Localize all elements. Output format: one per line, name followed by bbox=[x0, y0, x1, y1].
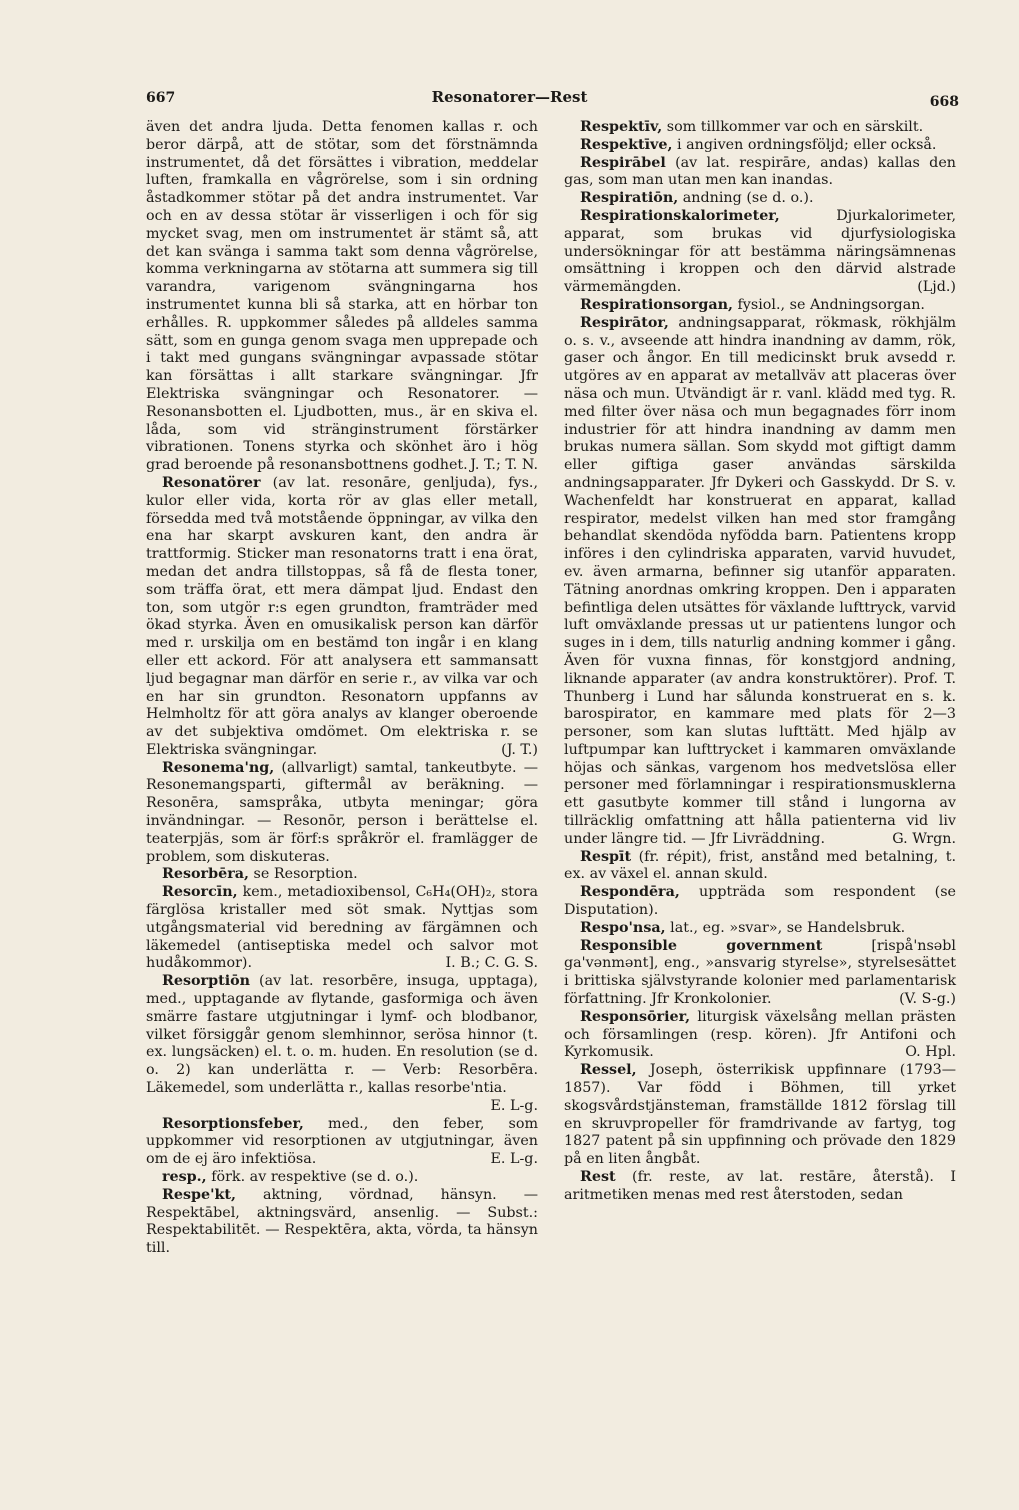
entry-paragraph bbox=[146, 1169, 538, 1187]
entry-paragraph bbox=[146, 866, 538, 884]
entry-text: (av lat. resonāre, genljuda), fys., kulor eller vida, korta rör av glas eller metall, försedda med två motstående öppningar, av vilka den ena har skarpt avskuren kant, den andra är trattformig. Sticker man resonatorns tratt i ena örat, medan det andra tillstoppas, så få de flesta toner, som träffa örat, ett mera dämpat ljud. Endast den ton, som utgör r:s egen grundton, framträder med ökad styrka. Även en omusikalisk person kan därför med r. urskilja om en bestämd ton ingår i en klang eller ett ackord. För att analysera ett sammansatt ljud begagnar man därför en serie r., av vilka var och en har sin grundton. Resonatorn uppfanns av Helmholtz för att göra analys av klanger oberoende av det subjektiva omdömet. Om elektriska r. se Elektriska svängningar. bbox=[146, 474, 538, 758]
entry-headword: Rest bbox=[580, 1169, 616, 1186]
entry-text: (allvarligt) samtal, tankeutbyte. — Resonemangsparti, giftermål av beräkning. — Resonēra, samspråka, utbyta meningar; göra invändningar. — Resonōr, person i berättelse el. teaterpjäs, som är förf:s språkrör el. framlägger de problem, som diskuteras. bbox=[146, 759, 538, 865]
entry-headword: Respirationsorgan, bbox=[580, 296, 733, 313]
entry-text: Djurkalorimeter, apparat, som brukas vid djurfysiologiska undersökningar för att bestämma näringsämnenas omsättning i kroppen och den därvid alstrade värmemängden. bbox=[564, 207, 956, 296]
entry-headword: Respīt bbox=[580, 848, 632, 865]
author-signature: (J. T.) bbox=[501, 741, 538, 758]
entry-paragraph bbox=[146, 1116, 538, 1169]
entry-headword: Ressel, bbox=[580, 1062, 637, 1079]
entry-paragraph bbox=[564, 938, 956, 1009]
entry-paragraph bbox=[564, 1062, 956, 1169]
entry-text: [rispå'nsəbl ga'vənmənt], eng., »ansvarig styrelse», styrelsesättet i brittiska självstyrande kolonier med parlamentarisk författning. Jfr Kronkolonier. bbox=[564, 937, 956, 1008]
right-page-number: 668 bbox=[929, 94, 959, 110]
entry-text: andningsapparat, rökmask, rökhjälm o. s. v., avseende att hindra inandning av damm, rök, gaser och ångor. En till medicinskt bruk avsedd r. utgöres av en apparat av metallväv att placeras över näsa och mun. Utvändigt är r. vanl. klädd med tyg. R. med filter över näsa och mun begagnades förr inom industrier för att hindra inandning av damm men brukas numera sällan. Som skydd mot giftigt damm eller giftiga gaser användas särskilda andningsapparater. Jfr Dykeri och Gasskydd. Dr S. v. Wachenfeldt har konstruerat en apparat, kallad respirator, medelst vilken han med stor framgång behandlat skendöda nyfödda barn. Patientens kropp införes i den cylindriska apparaten, varvid huvudet, ev. även armarna, befinner sig utanför apparaten. Tätning anordnas omkring kroppen. Den i apparaten befintliga delen utsättes för växlande lufttryck, varvid luft omväxlande pressas ut ur patientens lungor och suges in i dem, tills naturlig andning kommer i gång. Även för vuxna finnas, för konstgjord andning, liknande apparater (av andra konstruktörer). Prof. T. Thunberg i Lund har sålunda konstruerat en s. k. barospirator, en kammare med plats för 2—3 personer, som kan slutas lufttätt. Med hjälp av luftpumpar kan lufttrycket i kammaren omväxlande höjas och sänkas, vargenom hos medvetslösa eller personer med förlamningar i respirationsmusklerna ett gasutbyte kommer till stånd i lungorna av tillräcklig omfattning att hålla patienterna vid liv under längre tid. — Jfr Livräddning. bbox=[564, 314, 956, 847]
entry-text: (av lat. respirāre, andas) kallas den gas, som man utan men kan inandas. bbox=[564, 154, 956, 189]
entry-paragraph bbox=[564, 920, 956, 938]
entry-headword: Resonema'ng, bbox=[162, 759, 275, 776]
entry-text: (fr. répit), frist, anstånd med betalning, t. ex. av växel el. annan skuld. bbox=[564, 848, 957, 883]
author-signature: (Ljd.) bbox=[917, 279, 956, 296]
entry-paragraph bbox=[564, 315, 956, 849]
entry-headword: Resorptiōn bbox=[162, 973, 251, 990]
entry-paragraph bbox=[564, 119, 956, 137]
entry-text: även det andra ljuda. Detta fenomen kallas r. och beror därpå, att de stötar, som det förstnämnda instrumentet, då det försättes i vibration, meddelar luften, framkalla en vågrörelse, som i sin ordning åstadkommer stötar på det andra instrumentet. Var och en av dessa stötar är visserligen i och för sig mycket svag, men om instrumentet är stämt så, att det kan svänga i samma takt som denna vågrörelse, komma verkningarna av stötarna att summera sig till varandra, varigenom svängningarna hos instrumentet kunna bli så starka, att en hörbar ton erhålles. R. uppkommer således på alldeles samma sätt, som en gunga genom svaga men upprepade och i takt med gungans svängningar avpassade stötar kan försättas i allt starkare svängningar. Jfr Elektriska svängningar och Resonatorer. — Resonansbotten el. Ljudbotten, mus., är en skiva el. låda, som vid stränginstrument förstärker vibrationen. Tonens styrka och skönhet äro i hög grad beroende på resonansbottnens godhet. bbox=[146, 119, 538, 474]
entry-text: (av lat. resorbēre, insuga, upptaga), med., upptagande av flytande, gasformiga och även smärre fastare utgjutningar i lymf- och blodbanor, vilket försiggår genom slemhinnor, serösa hinnor (t. ex. lungsäcken) el. t. o. m. huden. En resolution (se d. o. 2) kan underlätta r. — Verb: Resorbēra. Läkemedel, som underlätta r., kallas resorbe'ntia. bbox=[146, 973, 538, 1097]
entry-text: kem., metadioxibensol, C₆H₄(OH)₂, stora färglösa kristaller med söt smak. Nyttjas som utgångsmaterial vid beredning av färgämnen och läkemedel (antiseptiska medel och salvor mot hudåkommor). bbox=[146, 884, 539, 972]
entry-paragraph bbox=[564, 1169, 956, 1205]
entry-paragraph bbox=[564, 1009, 956, 1062]
entry-headword: Responsōrier, bbox=[580, 1008, 691, 1025]
author-signature: (V. S-g.) bbox=[899, 991, 956, 1008]
entry-text: uppträda som respondent (se Disputation). bbox=[564, 884, 957, 919]
author-signature: E. L-g. bbox=[490, 1151, 538, 1168]
entry-paragraph bbox=[564, 137, 956, 155]
entry-headword: Respondēra, bbox=[580, 884, 680, 901]
entry-headword: Respektīve, bbox=[580, 136, 673, 153]
entry-paragraph bbox=[564, 884, 956, 920]
entry-paragraph bbox=[146, 760, 538, 867]
entry-text: Joseph, österrikisk uppfinnare (1793—1857). Var född i Böhmen, till yrket skogsvårdstjänsteman, framställde 1812 förslag till en skruvpropeller för framdrivande av fartyg, tog 1827 patent på sin uppfinning och prövade den 1829 på en liten ångbåt. bbox=[564, 1062, 957, 1168]
entry-paragraph bbox=[564, 849, 956, 885]
entry-headword: Resorcīn, bbox=[162, 884, 238, 901]
entry-headword: Respektīv, bbox=[580, 119, 663, 135]
entry-text: med., den feber, som uppkommer vid resorptionen av utgjutningar, även om de ej äro infektiösa. bbox=[146, 1115, 539, 1168]
entry-headword: Responsible government bbox=[580, 937, 823, 954]
right-column bbox=[564, 119, 956, 1205]
author-signature: O. Hpl. bbox=[905, 1044, 956, 1061]
entry-paragraph bbox=[564, 297, 956, 315]
entry-headword: Respe'kt, bbox=[162, 1186, 236, 1203]
author-signature: G. Wrgn. bbox=[892, 830, 956, 847]
entry-paragraph bbox=[564, 190, 956, 208]
entry-headword: Resorbēra, bbox=[162, 866, 249, 883]
entry-headword: Resonatörer bbox=[162, 474, 261, 491]
left-page-number: 667 bbox=[146, 90, 176, 106]
entry-paragraph bbox=[146, 884, 538, 973]
entry-paragraph bbox=[146, 119, 538, 475]
entry-text: lat., eg. »svar», se Handelsbruk. bbox=[670, 919, 906, 936]
entry-headword: Respirationskalorimeter, bbox=[580, 207, 780, 224]
entry-headword: Respiratiōn, bbox=[580, 190, 679, 207]
entry-text: se Resorption. bbox=[253, 866, 358, 883]
entry-headword: Resorptionsfeber, bbox=[162, 1115, 304, 1132]
entry-text: liturgisk växelsång mellan prästen och församlingen (resp. kören). Jfr Antifoni och Kyrkomusik. bbox=[564, 1008, 956, 1061]
entry-text: fysiol., se Andningsorgan. bbox=[737, 296, 925, 313]
author-signature: J. T.; T. N. bbox=[470, 457, 538, 474]
entry-text: (fr. reste, av lat. restāre, återstå). I aritmetiken menas med rest återstoden, sedan bbox=[564, 1169, 956, 1203]
running-title: Resonatorer—Rest bbox=[431, 88, 588, 106]
entry-headword: resp., bbox=[162, 1169, 207, 1186]
entry-paragraph bbox=[146, 1187, 538, 1258]
entry-text: som tillkommer var och en särskilt. bbox=[666, 119, 924, 135]
entry-text: andning (se d. o.). bbox=[682, 190, 814, 207]
author-signature: E. L-g. bbox=[490, 1097, 538, 1114]
entry-paragraph bbox=[564, 155, 956, 191]
entry-text: förk. av respektive (se d. o.). bbox=[211, 1169, 419, 1186]
entry-text: aktning, vördnad, hänsyn. — Respektābel, aktningsvärd, ansenlig. — Subst.: Respektabilitēt. — Respektēra, akta, vörda, ta hänsyn till. bbox=[146, 1186, 538, 1257]
entry-headword: Respirātor, bbox=[580, 314, 669, 331]
left-column bbox=[146, 119, 538, 1258]
entry-paragraph bbox=[146, 973, 538, 1115]
entry-headword: Respo'nsa, bbox=[580, 919, 666, 936]
entry-paragraph bbox=[146, 475, 538, 760]
entry-paragraph bbox=[564, 208, 956, 297]
entry-headword: Respirābel bbox=[580, 154, 666, 171]
author-signature: I. B.; C. G. S. bbox=[445, 955, 538, 972]
entry-text: i angiven ordningsföljd; eller också. bbox=[677, 136, 937, 153]
